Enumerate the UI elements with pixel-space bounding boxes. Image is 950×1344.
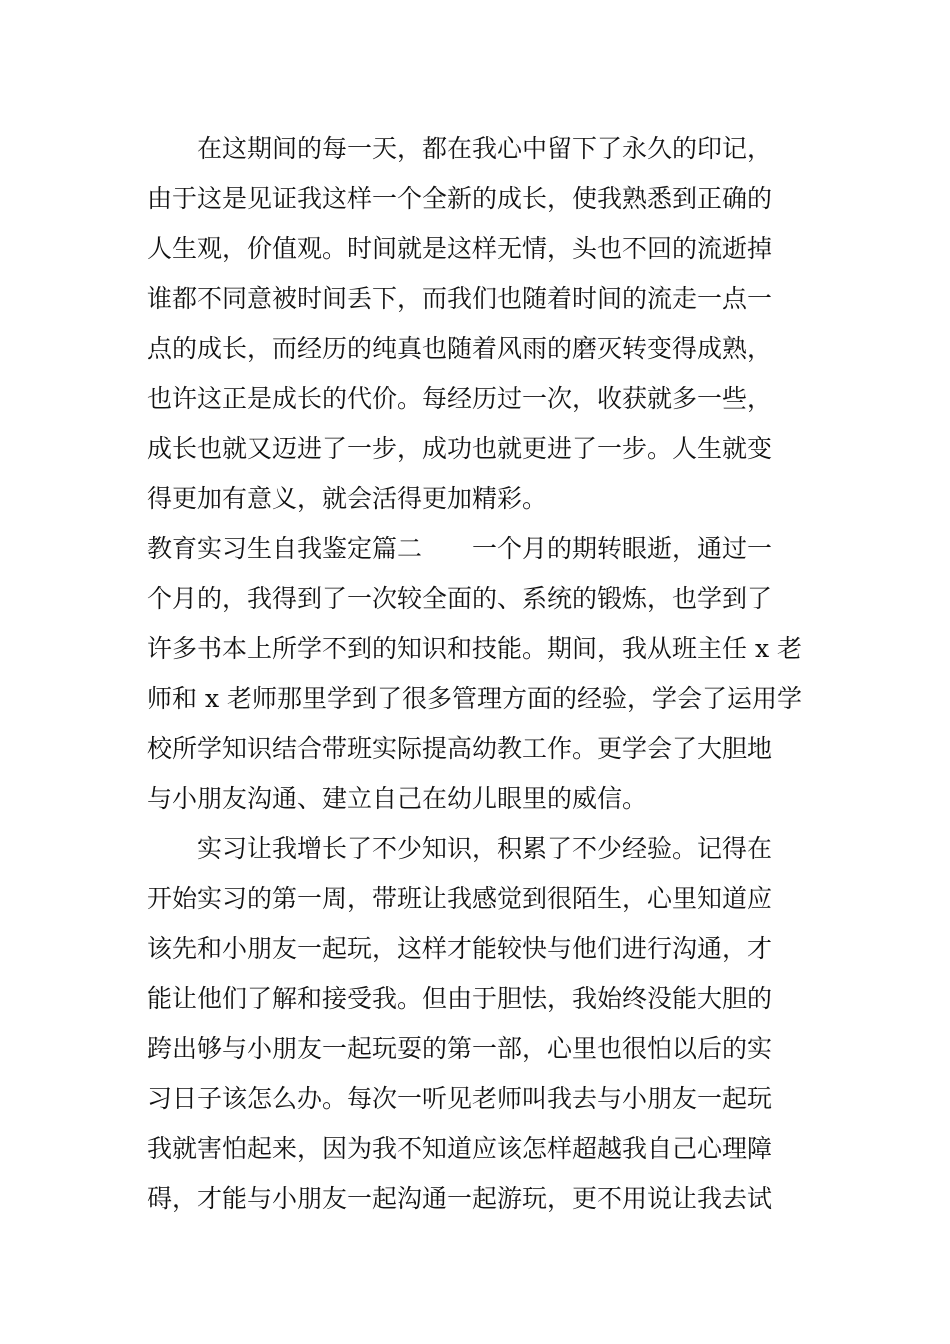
- paragraph-3-line-6: 习日子该怎么办。每次一听见老师叫我去与小朋友一起玩: [147, 1084, 773, 1113]
- paragraph-1-line-5: 点的成长，而经历的纯真也随着风雨的磨灭转变得成熟，: [147, 334, 773, 363]
- paragraph-3-line-2: 开始实习的第一周，带班让我感觉到很陌生，心里知道应: [147, 884, 773, 913]
- paragraph-1-line-4: 谁都不同意被时间丢下，而我们也随着时间的流走一点一: [147, 284, 773, 313]
- paragraph-3-line-1: 实习让我增长了不少知识，积累了不少经验。记得在: [197, 834, 773, 863]
- paragraph-1-line-2: 由于这是见证我这样一个全新的成长，使我熟悉到正确的: [147, 184, 773, 213]
- paragraph-2-line-5: 校所学知识结合带班实际提高幼教工作。更学会了大胆地: [147, 734, 773, 763]
- paragraph-1-line-3: 人生观，价值观。时间就是这样无情，头也不回的流逝掉: [147, 234, 773, 263]
- paragraph-3-line-3: 该先和小朋友一起玩，这样才能较快与他们进行沟通，才: [147, 934, 773, 963]
- paragraph-3-line-5: 跨出够与小朋友一起玩耍的第一部，心里也很怕以后的实: [147, 1034, 773, 1063]
- paragraph-2-line-3: 许多书本上所学不到的知识和技能。期间，我从班主任 x 老: [147, 634, 802, 663]
- section-heading-line: 教育实习生自我鉴定篇二 一个月的期转眼逝，通过一: [147, 534, 773, 563]
- paragraph-3-line-7: 我就害怕起来，因为我不知道应该怎样超越我自己心理障: [147, 1134, 773, 1163]
- document-body: [147, 124, 807, 1224]
- paragraph-2-line-4: 师和 x 老师那里学到了很多管理方面的经验，学会了运用学: [147, 684, 802, 713]
- paragraph-3-line-8: 碍，才能与小朋友一起沟通一起游玩，更不用说让我去试: [147, 1184, 773, 1213]
- paragraph-2-line-6: 与小朋友沟通、建立自己在幼儿眼里的威信。: [147, 784, 648, 813]
- paragraph-1-line-7: 成长也就又迈进了一步，成功也就更进了一步。人生就变: [147, 434, 773, 463]
- paragraph-3-line-4: 能让他们了解和接受我。但由于胆怯，我始终没能大胆的: [147, 984, 773, 1013]
- paragraph-1-line-6: 也许这正是成长的代价。每经历过一次，收获就多一些，: [147, 384, 773, 413]
- paragraph-2-line-2: 个月的，我得到了一次较全面的、系统的锻炼，也学到了: [147, 584, 773, 613]
- paragraph-1-line-8: 得更加有意义，就会活得更加精彩。: [147, 484, 548, 513]
- paragraph-1-line-1: 在这期间的每一天，都在我心中留下了永久的印记，: [197, 134, 773, 163]
